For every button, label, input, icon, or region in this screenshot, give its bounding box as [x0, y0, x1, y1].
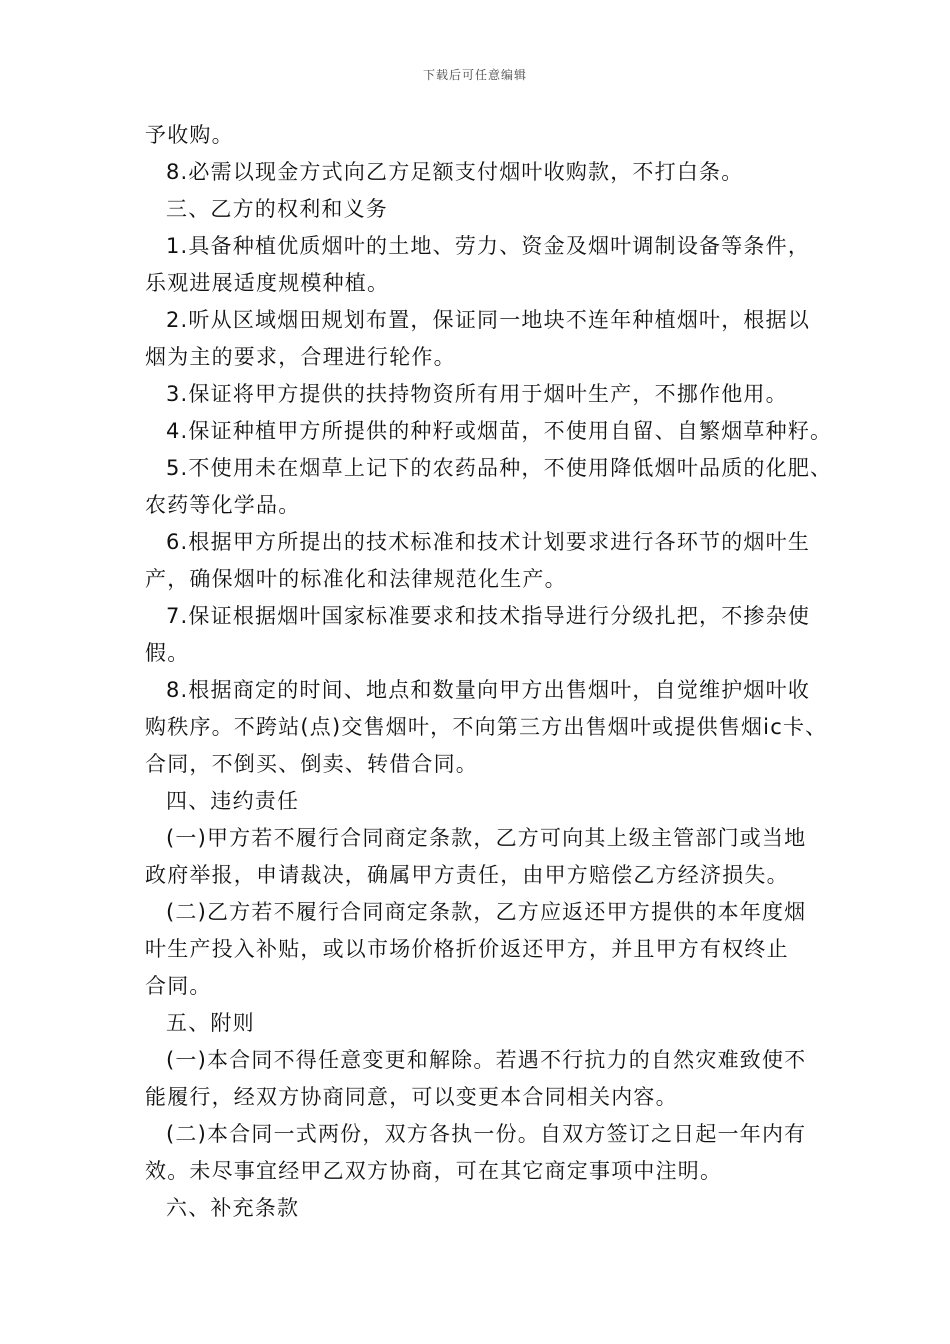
text-line: 5.不使用未在烟草上记下的农药品种，不使用降低烟叶品质的化肥、: [166, 456, 833, 480]
text-line: 四、违约责任: [166, 789, 300, 813]
text-line: 产，确保烟叶的标准化和法律规范化生产。: [145, 567, 567, 591]
text-line: (一)甲方若不履行合同商定条款，乙方可向其上级主管部门或当地: [166, 826, 807, 850]
document-body: [145, 117, 833, 1227]
text-line: 4.保证种植甲方所提供的种籽或烟苗，不使用自留、自繁烟草种籽。: [166, 419, 833, 443]
text-line: 六、补充条款: [166, 1196, 300, 1220]
text-line: 效。未尽事宜经甲乙双方协商，可在其它商定事项中注明。: [145, 1159, 723, 1183]
text-line: 合同，不倒买、倒卖、转借合同。: [145, 752, 478, 776]
text-line: 三、乙方的权利和义务: [166, 197, 388, 221]
text-line: 8.根据商定的时间、地点和数量向甲方出售烟叶，自觉维护烟叶收: [166, 678, 811, 702]
text-line: 农药等化学品。: [145, 493, 301, 517]
text-line: 政府举报，申请裁决，确属甲方责任，由甲方赔偿乙方经济损失。: [145, 863, 789, 887]
text-line: 2.听从区域烟田规划布置，保证同一地块不连年种植烟叶，根据以: [166, 308, 811, 332]
text-line: 能履行，经双方协商同意，可以变更本合同相关内容。: [145, 1085, 678, 1109]
text-line: (二)本合同一式两份，双方各执一份。自双方签订之日起一年内有: [166, 1122, 807, 1146]
text-line: 7.保证根据烟叶国家标准要求和技术指导进行分级扎把，不掺杂使: [166, 604, 811, 628]
page-header-note: 下载后可任意编辑: [422, 68, 527, 82]
text-line: 6.根据甲方所提出的技术标准和技术计划要求进行各环节的烟叶生: [166, 530, 811, 554]
text-line: 3.保证将甲方提供的扶持物资所有用于烟叶生产，不挪作他用。: [166, 382, 788, 406]
text-line: 1.具备种植优质烟叶的土地、劳力、资金及烟叶调制设备等条件，: [166, 234, 811, 258]
text-line: 合同。: [145, 974, 212, 998]
text-line: 予收购。: [145, 123, 234, 147]
text-line: 购秩序。不跨站(点)交售烟叶，不向第三方出售烟叶或提供售烟ic卡、: [145, 715, 828, 739]
text-line: 五、附则: [166, 1011, 255, 1035]
text-line: 假。: [145, 641, 190, 665]
text-line: 烟为主的要求，合理进行轮作。: [145, 345, 456, 369]
text-line: (一)本合同不得任意变更和解除。若遇不行抗力的自然灾难致使不: [166, 1048, 807, 1072]
text-line: 8.必需以现金方式向乙方足额支付烟叶收购款，不打白条。: [166, 160, 744, 184]
text-line: (二)乙方若不履行合同商定条款，乙方应返还甲方提供的本年度烟: [166, 900, 807, 924]
text-line: 乐观进展适度规模种植。: [145, 271, 390, 295]
text-line: 叶生产投入补贴，或以市场价格折价返还甲方，并且甲方有权终止: [145, 937, 789, 961]
